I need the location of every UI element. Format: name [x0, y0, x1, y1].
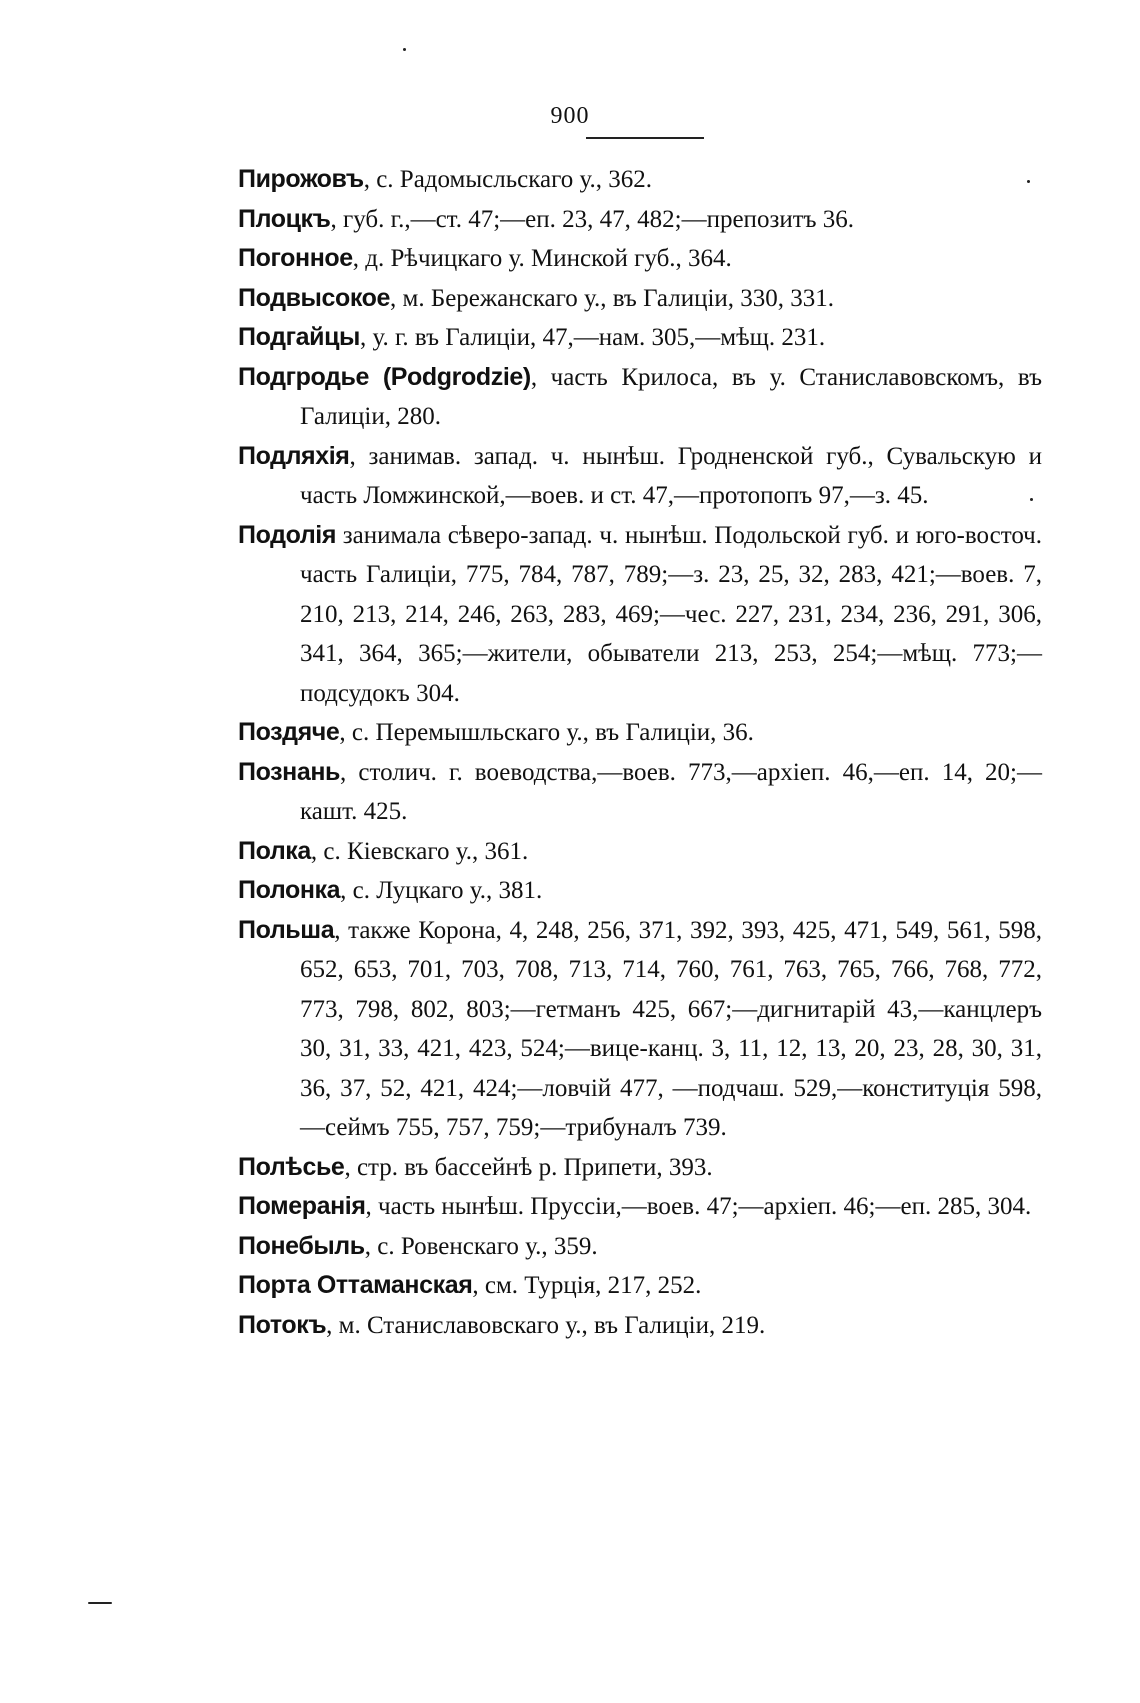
- entry-punct: ,: [340, 877, 353, 904]
- entry-heading: Полонка: [238, 876, 341, 904]
- entry-text: также Корона, 4, 248, 256, 371, 392, 393, 425, 471, 549, 561, 598, 652, 653, 701, 703, 708, 713, 714, 760, 761, 763, 765, 766, 768, 772, 773, 798, 802, 803;—гетманъ 425, 667;—дигнитарій 43,—канцлеръ 30, 31, 33, 421, 423, 524;—вице-канц. 3, 11, 12, 13, 20, 23, 28, 30, 31, 36, 37, 52, 421, 424;—ловчій 477, —подчаш. 529,—конституція 598,—сеймъ 755, 757, 759;—трибуналъ 739.: [300, 916, 1042, 1141]
- entry-punct: ,: [326, 1311, 339, 1339]
- entry-heading: Познань: [238, 757, 341, 786]
- entry-text: занимала сѣверо-запад. ч. нынѣш. Подольской губ. и юго-восточ. часть Галиціи, 775, 784, 787, 789;—з. 23, 25, 32, 283, 421;—воев. 7, 210, 213, 214, 246, 263, 283, 469;—чес. 227, 231, 234, 236, 291, 306, 341, 364, 365;—жители, обыватели 213, 253, 254;—мѣщ. 773;—подсудокъ 304.: [300, 521, 1043, 707]
- index-entry: [238, 437, 1042, 516]
- entry-heading: Полка: [238, 836, 311, 865]
- entry-punct: ,: [530, 363, 551, 391]
- entry-heading: Пирожовъ: [238, 165, 364, 193]
- entry-heading: Потокъ: [238, 1310, 327, 1339]
- index-entry: [238, 160, 1042, 200]
- index-entry: [238, 832, 1042, 872]
- entry-punct: ,: [344, 1153, 357, 1181]
- entry-punct: ,: [363, 166, 377, 193]
- index-entry: [238, 713, 1042, 753]
- entry-text: столич. г. воеводства,—воев. 773,—архіеп. 46,—еп. 14, 20;—кашт. 425.: [300, 758, 1043, 825]
- index-entry: [238, 318, 1042, 358]
- index-entry: [238, 1187, 1042, 1227]
- entry-text: часть Крилоса, въ у. Станиславовскомъ, въ Галиціи, 280.: [300, 363, 1043, 430]
- entry-heading: Польша: [238, 915, 335, 944]
- entry-heading: Порта Оттаманская: [238, 1271, 473, 1299]
- ink-speck: [88, 1602, 112, 1604]
- entry-text: занимав. запад. ч. нынѣш. Гродненской губ., Сувальскую и часть Ломжинской,—воев. и ст. 47,—протопопъ 97,—з. 45.: [300, 442, 1043, 509]
- entry-punct: ,: [352, 245, 366, 272]
- entry-text: с. Луцкаго у., 381.: [352, 877, 543, 904]
- entry-heading: Поздяче: [238, 718, 340, 746]
- entry-text: у. г. въ Галиціи, 47,—нам. 305,—мѣщ. 231.: [372, 324, 826, 351]
- index-entry: [238, 1266, 1042, 1306]
- entry-text: м. Станиславовскаго у., въ Галиціи, 219.: [338, 1311, 766, 1339]
- index-entry: [238, 200, 1042, 240]
- entry-punct: ,: [472, 1272, 485, 1299]
- ink-speck: [403, 48, 406, 51]
- entry-text: губ. г.,—ст. 47;—еп. 23, 47, 482;—препозитъ 36.: [343, 205, 855, 233]
- entry-text: см. Турція, 217, 252.: [484, 1272, 702, 1299]
- index-entry: [238, 239, 1042, 279]
- entry-heading: Подгродье (Podgrodzie): [238, 362, 531, 391]
- entry-heading: Померанія: [238, 1192, 366, 1220]
- entry-punct: ,: [330, 205, 343, 233]
- entry-heading: Понебыль: [238, 1231, 365, 1260]
- entry-punct: ,: [359, 324, 373, 351]
- index-entry: [238, 911, 1042, 1148]
- entry-punct: ,: [364, 1232, 378, 1260]
- entry-punct: ,: [339, 719, 352, 746]
- index-entry: [238, 1148, 1042, 1188]
- entry-punct: ,: [349, 442, 369, 470]
- entry-text: стр. въ бассейнѣ р. Припети, 393.: [356, 1153, 713, 1181]
- entry-text: с. Кіевскаго у., 361.: [323, 837, 529, 865]
- entry-heading: Плоцкъ: [238, 204, 331, 233]
- index-entry: [238, 871, 1042, 911]
- entry-punct: ,: [310, 837, 324, 865]
- entry-punct: ,: [340, 758, 359, 786]
- entry-punct: ,: [334, 916, 349, 944]
- index-entry: [238, 279, 1042, 319]
- entry-heading: Подолія: [238, 520, 337, 549]
- entry-text: с. Ровенскаго у., 359.: [377, 1232, 598, 1260]
- index-entry: [238, 516, 1042, 714]
- entry-text: д. Рѣчицкаго у. Минской губ., 364.: [365, 245, 732, 272]
- entry-text: с. Перемышльскаго у., въ Галиціи, 36.: [351, 719, 754, 746]
- index-entry: [238, 1227, 1042, 1267]
- entry-heading: Полѣсье: [238, 1152, 345, 1181]
- entry-text: с. Радомысльскаго у., 362.: [376, 166, 652, 193]
- entry-heading: Подгайцы: [238, 323, 360, 351]
- entry-punct: [336, 522, 343, 549]
- header-rule: [586, 137, 704, 139]
- entry-punct: ,: [390, 284, 403, 312]
- entry-heading: Подляхія: [238, 441, 350, 470]
- index-entry: [238, 1306, 1042, 1346]
- entry-text: часть нынѣш. Пруссіи,—воев. 47;—архіеп. 46;—еп. 285, 304.: [378, 1193, 1032, 1220]
- entry-punct: ,: [365, 1193, 379, 1220]
- index-entry: [238, 753, 1042, 832]
- index-list: [238, 160, 1042, 1345]
- entry-heading: Погонное: [238, 244, 353, 272]
- entry-text: м. Бережанскаго у., въ Галиціи, 330, 331.: [402, 284, 835, 312]
- page-number: 900: [550, 103, 590, 129]
- index-entry: [238, 358, 1042, 437]
- entry-heading: Подвысокое: [238, 283, 391, 312]
